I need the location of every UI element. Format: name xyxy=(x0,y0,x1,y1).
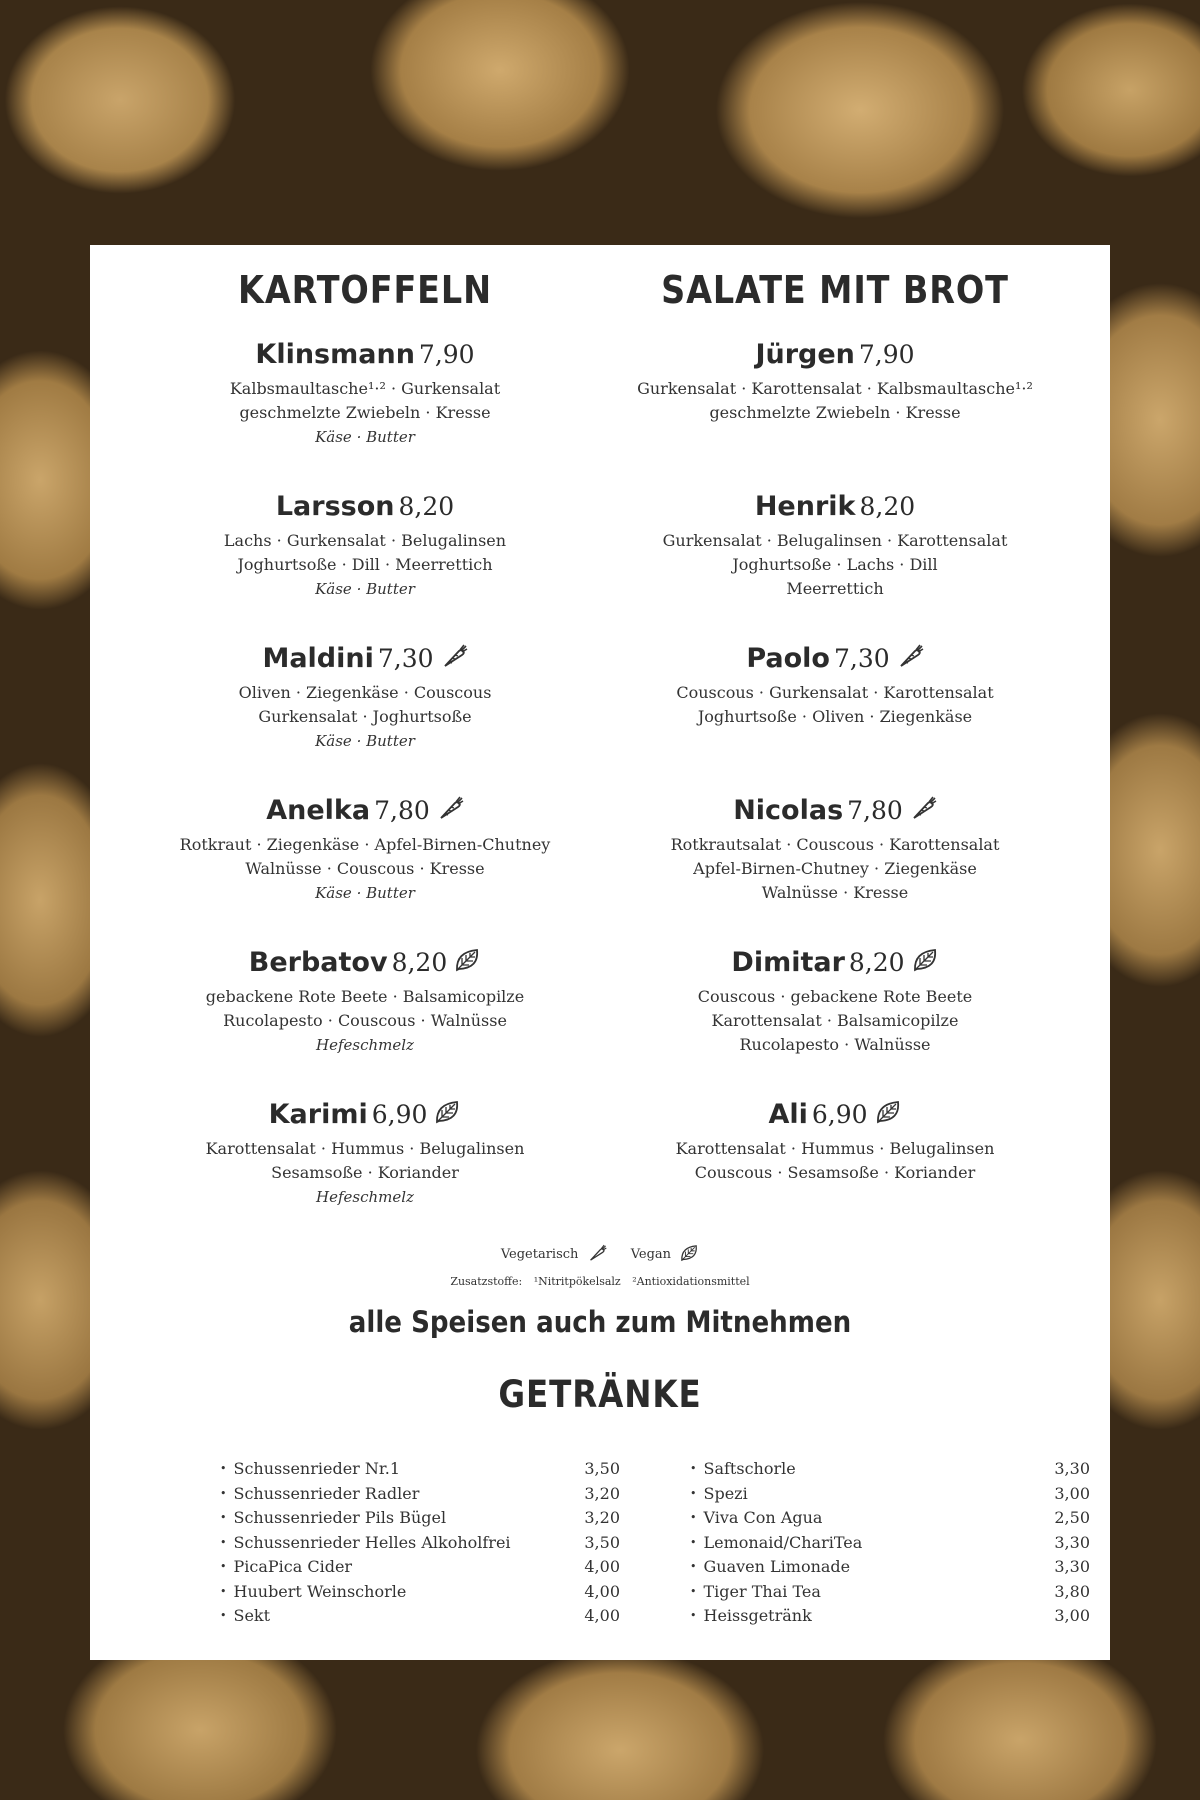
additives-note xyxy=(90,1275,1110,1288)
menu-item-note: Käse · Butter xyxy=(315,732,415,750)
section-title-salate: SALATE MIT BROT xyxy=(661,268,1009,312)
menu-item-name: Dimitar xyxy=(731,947,845,978)
drink-price: 4,00 xyxy=(584,1581,620,1601)
menu-item xyxy=(600,1097,1070,1249)
menu-item-note: Käse · Butter xyxy=(315,884,415,902)
menu-item-name: Ali xyxy=(768,1099,808,1130)
drink-price: 2,50 xyxy=(1054,1508,1090,1527)
takeaway-note: alle Speisen auch zum Mitnehmen xyxy=(348,1305,852,1339)
drink-name: • Schussenrieder Radler xyxy=(220,1482,419,1507)
menu-item xyxy=(130,641,600,793)
drink-price: 3,00 xyxy=(1054,1483,1090,1503)
additive-1: ¹Nitritpökelsalz xyxy=(533,1275,621,1288)
menu-item xyxy=(600,641,1070,793)
drink-row xyxy=(220,1604,620,1629)
carrot-icon xyxy=(909,794,937,822)
menu-item-price: 8,20 xyxy=(398,492,455,521)
drink-row xyxy=(690,1531,1090,1556)
menu-item-price: 7,30 xyxy=(377,644,434,673)
drink-row xyxy=(220,1457,620,1482)
drink-row xyxy=(690,1604,1090,1629)
menu-item xyxy=(130,1097,600,1249)
drinks-list-right xyxy=(690,1457,1090,1629)
menu-item-ingredients: Walnüsse · Couscous · Kresse xyxy=(245,859,485,878)
menu-item-note: Käse · Butter xyxy=(315,580,415,598)
drink-price: 3,30 xyxy=(1054,1557,1090,1576)
menu-item-header xyxy=(130,337,600,373)
salate-items xyxy=(600,337,1070,1249)
menu-item-ingredients: Gurkensalat · Joghurtsoße xyxy=(258,707,472,726)
menu-item-header xyxy=(600,337,1070,373)
menu-item xyxy=(600,793,1070,945)
diet-legend xyxy=(90,1243,1110,1263)
leaf-icon xyxy=(679,1243,699,1263)
drink-name: • Tiger Thai Tea xyxy=(690,1580,821,1605)
legend-vegetarian-label: Vegetarisch xyxy=(500,1247,579,1262)
carrot-icon xyxy=(436,794,464,822)
menu-item-ingredients: Joghurtsoße · Lachs · Dill xyxy=(732,555,938,574)
menu-item-price: 7,80 xyxy=(374,796,430,825)
carrot-icon xyxy=(896,642,924,670)
menu-card xyxy=(90,245,1110,1660)
drink-name: • Saftschorle xyxy=(690,1457,796,1482)
menu-item-name: Klinsmann xyxy=(255,339,415,370)
drink-row xyxy=(690,1482,1090,1507)
menu-item-ingredients: Lachs · Gurkensalat · Belugalinsen xyxy=(223,531,507,550)
additives-label: Zusatzstoffe: xyxy=(450,1275,523,1288)
menu-item-header xyxy=(600,641,1070,677)
menu-item-ingredients: Karottensalat · Hummus · Belugalinsen xyxy=(205,1139,525,1158)
drink-name: • Guaven Limonade xyxy=(690,1555,850,1580)
kartoffeln-section xyxy=(130,267,600,1249)
menu-item-name: Paolo xyxy=(746,643,830,674)
drink-price: 4,00 xyxy=(584,1606,620,1625)
kartoffeln-items xyxy=(130,337,600,1249)
menu-item-ingredients: geschmelzte Zwiebeln · Kresse xyxy=(239,403,491,422)
menu-item-header xyxy=(130,1097,600,1133)
menu-item-name: Henrik xyxy=(754,491,856,522)
menu-item-name: Berbatov xyxy=(248,947,388,978)
carrot-icon xyxy=(440,642,468,670)
leaf-icon xyxy=(453,946,481,974)
menu-item-name: Nicolas xyxy=(733,795,844,826)
drink-price: 3,00 xyxy=(1054,1606,1090,1625)
legend-vegan-label: Vegan xyxy=(630,1247,672,1262)
menu-item-ingredients: Karottensalat · Hummus · Belugalinsen xyxy=(675,1139,995,1158)
menu-item-ingredients: Meerrettich xyxy=(786,579,884,598)
drink-name: • Sekt xyxy=(220,1604,270,1629)
menu-item-ingredients: Joghurtsoße · Dill · Meerrettich xyxy=(237,555,493,574)
menu-item-ingredients: Apfel-Birnen-Chutney · Ziegenkäse xyxy=(693,859,977,878)
menu-item-price: 8,20 xyxy=(859,492,916,521)
drink-price: 3,50 xyxy=(584,1459,620,1478)
drink-price: 4,00 xyxy=(584,1557,620,1576)
menu-item-ingredients: Karottensalat · Balsamicopilze xyxy=(711,1011,959,1030)
drink-price: 3,50 xyxy=(584,1532,620,1552)
menu-item-name: Maldini xyxy=(262,643,374,674)
menu-item-price: 6,90 xyxy=(371,1100,428,1129)
menu-item-ingredients: Walnüsse · Kresse xyxy=(761,883,909,902)
drink-name: • PicaPica Cider xyxy=(220,1555,352,1580)
menu-item-ingredients: Joghurtsoße · Oliven · Ziegenkäse xyxy=(697,707,973,726)
legend-vegetarian xyxy=(501,1243,607,1263)
menu-item-name: Anelka xyxy=(266,795,371,826)
menu-item-note: Hefeschmelz xyxy=(316,1036,414,1054)
drinks-list-left xyxy=(220,1457,620,1629)
drink-row xyxy=(690,1580,1090,1605)
menu-item xyxy=(130,793,600,945)
menu-item-price: 7,90 xyxy=(858,340,915,369)
drink-price: 3,30 xyxy=(1054,1459,1090,1478)
drink-name: • Spezi xyxy=(690,1482,748,1507)
menu-item-header xyxy=(130,945,600,981)
menu-item-ingredients: Rotkrautsalat · Couscous · Karottensalat xyxy=(670,835,1000,854)
menu-item-header xyxy=(130,641,600,677)
menu-item-ingredients: Couscous · gebackene Rote Beete xyxy=(697,987,973,1006)
menu-item-ingredients: geschmelzte Zwiebeln · Kresse xyxy=(709,403,961,422)
drink-name: • Schussenrieder Helles Alkoholfrei xyxy=(220,1531,511,1556)
menu-item-ingredients: Rucolapesto · Couscous · Walnüsse xyxy=(223,1011,507,1030)
menu-item-ingredients: Rucolapesto · Walnüsse xyxy=(739,1035,931,1054)
menu-item-price: 7,90 xyxy=(418,340,475,369)
menu-item-ingredients: Kalbsmaultasche¹·² · Gurkensalat xyxy=(229,379,501,398)
menu-item-price: 8,20 xyxy=(848,948,905,977)
menu-item-header xyxy=(130,793,600,829)
menu-item-header xyxy=(600,1097,1070,1133)
leaf-icon xyxy=(874,1098,902,1126)
menu-item-ingredients: Couscous · Gurkensalat · Karottensalat xyxy=(676,683,994,702)
drink-name: • Viva Con Agua xyxy=(690,1506,822,1531)
menu-item xyxy=(600,489,1070,641)
menu-item-name: Karimi xyxy=(268,1099,368,1130)
menu-item xyxy=(130,489,600,641)
menu-item-ingredients: Gurkensalat · Karottensalat · Kalbsmaultasche¹·² xyxy=(637,379,1033,398)
drink-price: 3,20 xyxy=(584,1483,620,1503)
menu-item-price: 7,30 xyxy=(833,644,890,673)
drink-price: 3,30 xyxy=(1054,1532,1090,1552)
menu-item-header xyxy=(130,489,600,525)
menu-item-price: 6,90 xyxy=(811,1100,868,1129)
drink-row xyxy=(690,1506,1090,1531)
menu-item-ingredients: Gurkensalat · Belugalinsen · Karottensalat xyxy=(662,531,1008,550)
section-title-kartoffeln: KARTOFFELN xyxy=(238,268,492,312)
leaf-icon xyxy=(433,1098,461,1126)
carrot-icon xyxy=(587,1243,607,1263)
drink-name: • Huubert Weinschorle xyxy=(220,1580,406,1605)
menu-item-header xyxy=(600,793,1070,829)
menu-item-price: 7,80 xyxy=(847,796,903,825)
drink-price: 3,20 xyxy=(584,1508,620,1527)
salate-section xyxy=(600,267,1070,1249)
menu-item-note: Käse · Butter xyxy=(315,428,415,446)
drink-row xyxy=(220,1531,620,1556)
menu-item xyxy=(600,337,1070,489)
menu-item-ingredients: Rotkraut · Ziegenkäse · Apfel-Birnen-Chutney xyxy=(179,835,551,854)
legend-vegan xyxy=(631,1243,699,1263)
menu-item-note: Hefeschmelz xyxy=(316,1188,414,1206)
drink-row xyxy=(690,1555,1090,1580)
menu-item-ingredients: Couscous · Sesamsoße · Koriander xyxy=(694,1163,976,1182)
drink-row xyxy=(690,1457,1090,1482)
drink-name: • Lemonaid/ChariTea xyxy=(690,1531,862,1556)
drink-name: • Schussenrieder Pils Bügel xyxy=(220,1506,446,1531)
drink-name: • Heissgetränk xyxy=(690,1604,812,1629)
section-title-getraenke: GETRÄNKE xyxy=(498,1373,702,1416)
menu-item-name: Larsson xyxy=(275,491,395,522)
drink-row xyxy=(220,1506,620,1531)
menu-item-header xyxy=(600,945,1070,981)
drink-row xyxy=(220,1482,620,1507)
menu-item-name: Jürgen xyxy=(755,339,855,370)
menu-item xyxy=(130,945,600,1097)
drink-row xyxy=(220,1555,620,1580)
menu-item-ingredients: gebackene Rote Beete · Balsamicopilze xyxy=(205,987,525,1006)
drink-price: 3,80 xyxy=(1054,1581,1090,1601)
menu-item xyxy=(130,337,600,489)
drink-name: • Schussenrieder Nr.1 xyxy=(220,1457,400,1482)
menu-item xyxy=(600,945,1070,1097)
menu-item-ingredients: Sesamsoße · Koriander xyxy=(271,1163,459,1182)
drink-row xyxy=(220,1580,620,1605)
leaf-icon xyxy=(911,946,939,974)
menu-item-header xyxy=(600,489,1070,525)
menu-item-price: 8,20 xyxy=(391,948,448,977)
additive-2: ²Antioxidationsmittel xyxy=(632,1275,750,1288)
menu-item-ingredients: Oliven · Ziegenkäse · Couscous xyxy=(238,683,492,702)
